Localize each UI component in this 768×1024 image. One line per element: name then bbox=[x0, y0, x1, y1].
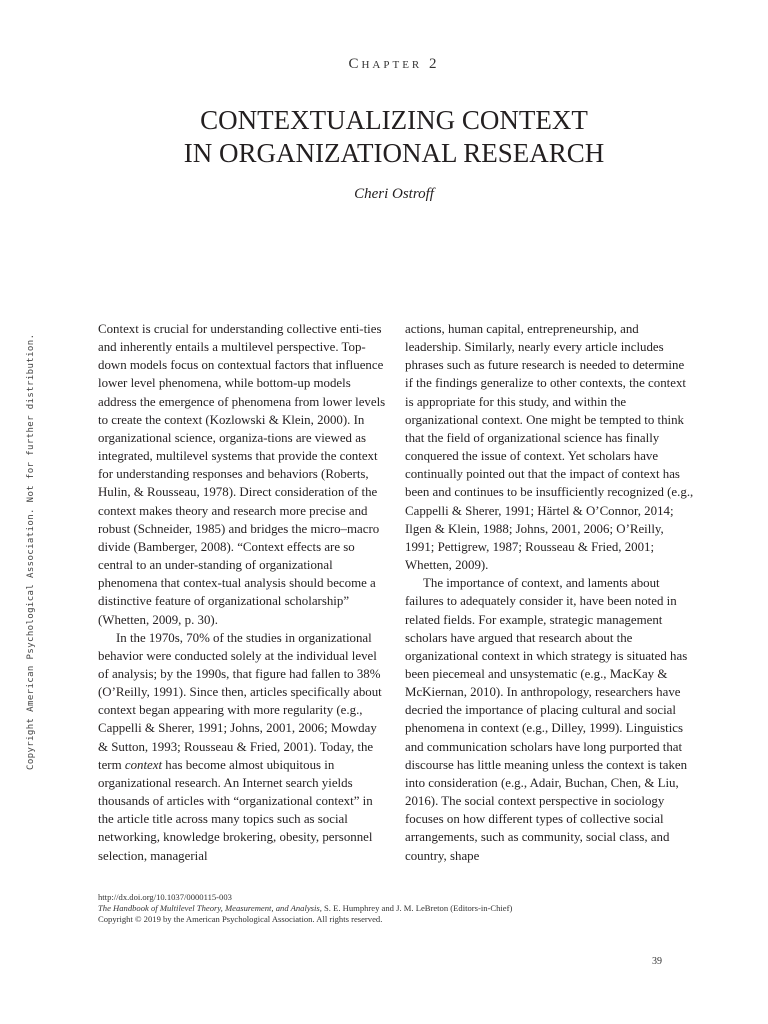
book-editors: , S. E. Humphrey and J. M. LeBreton (Editors-in-Chief) bbox=[319, 902, 513, 913]
paragraph: Context is crucial for understanding collective enti-ties and inherently entails a multilevel perspective. Top-down models focus on contextual factors that influence lower level phenomena, while bottom-up models address the emergence of phenomena from lower levels to create the context (Kozlowski & Klein, 2000). In organizational science, organiza-tions are viewed as integrated, multilevel systems that provide the context for understanding responses and behaviors (Roberts, Hulin, & Rousseau, 1978). Direct consideration of the context makes theory and research more precise and robust (Schneider, 1985) and bridges the micro–macro divide (Bamberger, 2008). “Context effects are so central to an under-standing of organizational phenomena that contex-tual analysis should become a distinctive feature of organizational scholarship” (Whetten, 2009, p. 30). bbox=[98, 322, 386, 627]
paragraph bbox=[98, 629, 388, 865]
book-title: The Handbook of Multilevel Theory, Measurement, and Analysis bbox=[98, 902, 320, 913]
copyright-side-note: Copyright American Psychological Association. Not for further distribution. bbox=[26, 333, 36, 770]
paragraph-text: In the 1970s, 70% of the studies in organizational behavior were conducted solely at the individual level of analysis; by the 1990s, that figure had fallen to 38% (O’Reilly, 1991). Since then, articles specifically about context began appearing with more regularity (e.g., Cappelli & Sherer, 1991; Johns, 2001, 2006; Mowday & Sutton, 1993; Rousseau & Fried, 2001). Today, the term bbox=[98, 630, 382, 772]
copyright-line: Copyright © 2019 by the American Psychological Association. All rights reserved. bbox=[98, 913, 383, 924]
author-name: Cheri Ostroff bbox=[354, 186, 434, 202]
chapter-label: Chapter 2 bbox=[348, 56, 440, 72]
doi-link[interactable]: http://dx.doi.org/10.1037/0000115-003 bbox=[98, 892, 232, 902]
book-citation bbox=[98, 903, 698, 914]
footer-citation bbox=[98, 892, 698, 924]
paragraph: The importance of context, and laments about failures to adequately consider it, have been noted in related fields. For example, strategic management scholars have argued that research about the organizational context in which strategy is situated has been piecemeal and unsystematic (e.g., MacKay & McKiernan, 2010). In anthropology, researchers have decried the importance of placing cultural and social phenomena in context (e.g., Dilley, 1999). Linguistics and communication scholars have long purported that discourse has little meaning unless the context is taken into consideration (e.g., Adair, Buchan, Chen, & Liu, 2016). The social context perspective in sociology focuses on how different types of collective social arrangements, such as community, social class, and country, shape bbox=[405, 576, 688, 863]
emphasis-term: context bbox=[124, 757, 163, 772]
title-line-2: IN ORGANIZATIONAL RESEARCH bbox=[183, 138, 605, 168]
paragraph: actions, human capital, entrepreneurship, and leadership. Similarly, nearly every article includes phrases such as future research is needed to determine if the findings generalize to other contexts, the context is appropriate for this study, and within the organizational context. One might be tempted to think that the field of organizational science has finally conquered the issue of context. Yet scholars have continually pointed out that the impact of context has been and continues to be insufficiently recognized (e.g., Cappelli & Sherer, 1991; Härtel & O’Connor, 2014; Ilgen & Klein, 1988; Johns, 2001, 2006; O’Reilly, 1991; Pettigrew, 1987; Rousseau & Fried, 2001; Whetten, 2009). bbox=[405, 322, 694, 573]
page-number: 39 bbox=[652, 956, 662, 967]
left-column bbox=[98, 320, 388, 865]
title-line-1: CONTEXTUALIZING CONTEXT bbox=[200, 105, 588, 135]
chapter-title bbox=[0, 104, 768, 170]
paragraph-text: has become almost ubiquitous in organizational research. An Internet search yields thousands of articles with “organizational context” in the article title across many topics such as social networking, knowledge brokering, obesity, personnel selection, managerial bbox=[98, 757, 373, 863]
right-column bbox=[405, 320, 695, 865]
